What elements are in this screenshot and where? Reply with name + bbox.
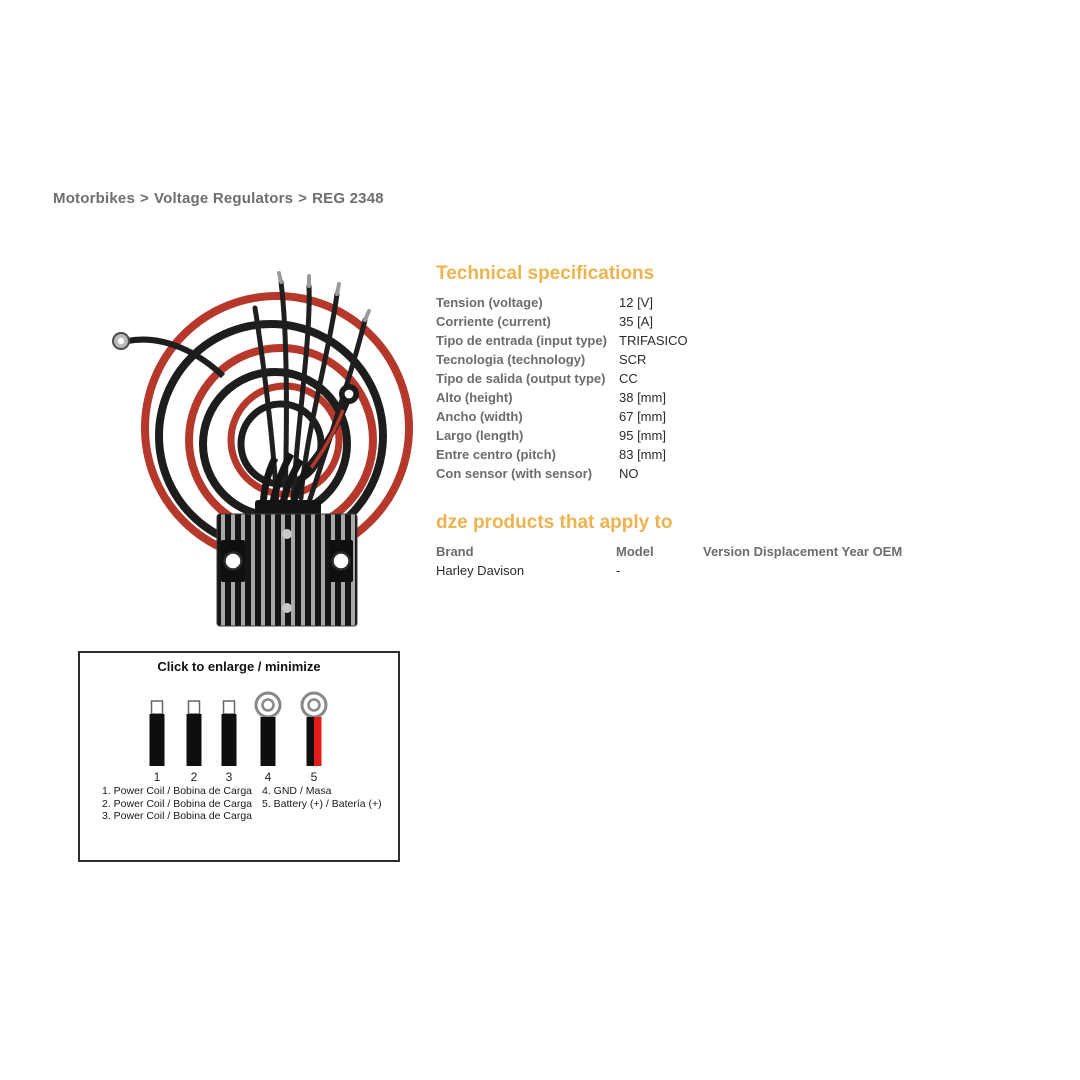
spec-label: Entre centro (pitch): [436, 447, 556, 462]
spec-row-input-type: [436, 331, 936, 350]
spec-row-sensor: [436, 464, 936, 483]
bare-wire-connector-icon: [187, 701, 202, 784]
spec-value: TRIFASICO: [619, 333, 688, 348]
spec-value: SCR: [619, 352, 647, 367]
applications-table-header: [436, 542, 956, 561]
application-brand: Harley Davison: [436, 563, 525, 578]
spec-label: Corriente (current): [436, 314, 551, 329]
spec-label: Alto (height): [436, 390, 513, 405]
breadcrumb-separator: >: [140, 190, 149, 207]
breadcrumb-separator: >: [298, 190, 308, 207]
table-row: [436, 561, 956, 580]
bare-wire-connector-icon: [222, 701, 237, 784]
legend-item-2: 2. Power Coil / Bobina de Carga: [102, 797, 252, 810]
rivet-bottom: [282, 603, 292, 613]
pin-number: 2: [190, 770, 198, 784]
pin-number: 1: [153, 770, 161, 784]
technical-specifications-title: Technical specifications: [436, 263, 655, 284]
spec-row-pitch: [436, 445, 936, 464]
spec-row-current: [436, 312, 936, 331]
application-model: -: [616, 563, 621, 578]
legend-item-4: 4. GND / Masa: [262, 785, 332, 797]
wiring-diagram-box[interactable]: [78, 651, 400, 862]
technical-specifications-section: [436, 263, 936, 483]
spec-row-height: [436, 388, 936, 407]
regulator-heatsink: [217, 500, 357, 626]
spec-value: CC: [619, 371, 638, 386]
connector-pins-diagram: [80, 690, 402, 786]
legend-item-3: 3. Power Coil / Bobina de Carga: [102, 810, 252, 822]
breadcrumb-item-motorbikes[interactable]: Motorbikes: [53, 190, 136, 207]
spec-label: Tension (voltage): [436, 295, 543, 310]
mounting-hole-right: [333, 553, 350, 570]
breadcrumb-item-reg-2348[interactable]: REG 2348: [312, 190, 384, 207]
legend-left-column: [102, 785, 252, 823]
spec-value: NO: [619, 466, 639, 481]
spec-label: Ancho (width): [436, 409, 523, 424]
spec-value: 95 [mm]: [619, 428, 666, 443]
ring-terminal-left: [113, 333, 129, 349]
pin-number: 3: [225, 770, 233, 784]
product-photo-voltage-regulator: [105, 268, 435, 634]
rivet-top: [282, 529, 292, 539]
spec-row-voltage: [436, 293, 936, 312]
mounting-hole-left: [225, 553, 242, 570]
breadcrumb: [53, 190, 384, 207]
spec-value: 38 [mm]: [619, 390, 666, 405]
spec-label: Tecnologia (technology): [436, 352, 586, 367]
column-header-model: Model: [616, 544, 654, 559]
spec-label: Tipo de salida (output type): [436, 371, 606, 386]
spec-row-length: [436, 426, 936, 445]
spec-row-technology: [436, 350, 936, 369]
legend-item-5: 5. Battery (+) / Batería (+): [262, 797, 382, 810]
legend-item-1: 1. Power Coil / Bobina de Carga: [102, 785, 252, 797]
legend-right-column: [262, 785, 382, 810]
diagram-enlarge-label[interactable]: Click to enlarge / minimize: [157, 659, 321, 674]
application-version: [703, 561, 956, 580]
ring-terminal-red-icon: [302, 693, 326, 784]
spec-value: 83 [mm]: [619, 447, 666, 462]
spec-value: 35 [A]: [619, 314, 653, 329]
spec-label: Con sensor (with sensor): [436, 466, 593, 481]
spec-label: Tipo de entrada (input type): [436, 333, 607, 348]
breadcrumb-item-voltage-regulators[interactable]: Voltage Regulators: [153, 190, 294, 207]
column-header-brand: Brand: [436, 544, 474, 559]
spec-row-output-type: [436, 369, 936, 388]
spec-row-width: [436, 407, 936, 426]
column-header-version: Version Displacement Year OEM: [703, 544, 903, 559]
applications-title: dze products that apply to: [436, 512, 673, 533]
spec-label: Largo (length): [436, 428, 524, 443]
spec-value: 12 [V]: [619, 295, 653, 310]
ring-terminal-icon: [256, 693, 280, 784]
bare-wire-connector-icon: [150, 701, 165, 784]
applications-section: [436, 512, 956, 580]
ring-terminal-right: [339, 384, 359, 404]
pin-number: 4: [264, 770, 272, 784]
spec-value: 67 [mm]: [619, 409, 666, 424]
pin-number: 5: [310, 770, 318, 784]
